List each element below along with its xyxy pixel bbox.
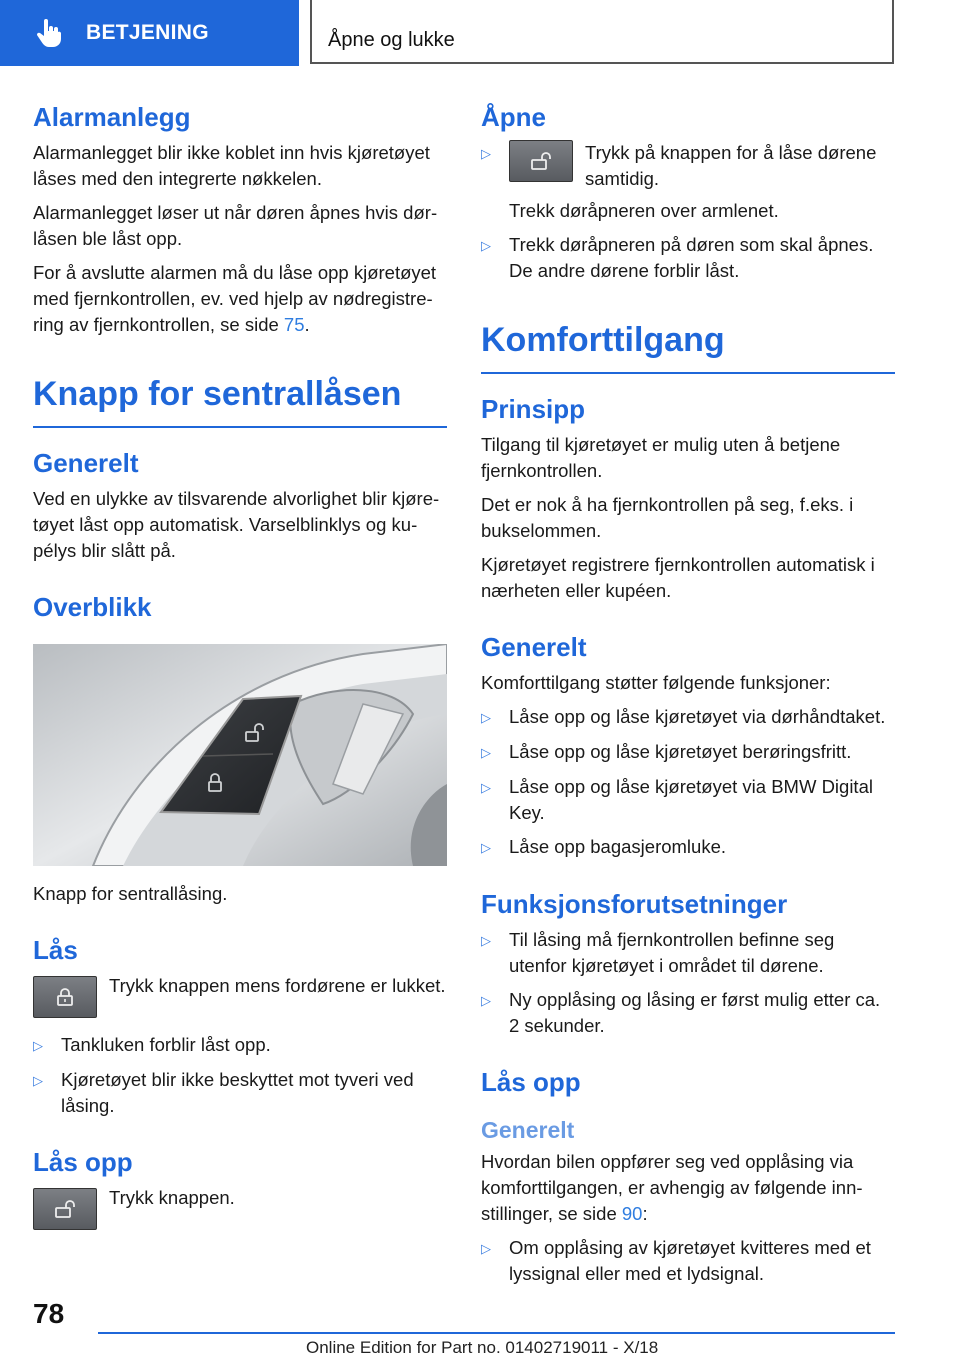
bullet-triangle-icon: ▷	[481, 710, 491, 725]
bullet-triangle-icon: ▷	[481, 933, 491, 948]
chapter-tab	[0, 0, 299, 66]
lock-button[interactable]	[33, 976, 97, 1018]
paragraph: Alarmanlegget løser ut når døren åpnes hvis dørlåsen ble låst opp.	[33, 202, 438, 249]
list-item: ▷ Tankluken forblir låst opp.	[33, 1032, 447, 1059]
list-item: ▷ Låse opp bagasjeromluke.	[481, 834, 895, 861]
photo-caption: Knapp for sentrallåsing.	[33, 883, 228, 904]
list-item	[481, 140, 895, 224]
heading-generelt: Generelt	[481, 632, 587, 662]
heading-las-opp: Lås opp	[33, 1147, 133, 1177]
unlock-button[interactable]	[509, 140, 573, 182]
open-instruction: Trykk på knappen for å låse dørene samtidig.	[585, 142, 877, 189]
bullet-triangle-icon: ▷	[481, 1241, 491, 1256]
list-item: ▷ Kjøretøyet blir ikke beskyttet mot tyveri ved låsing.	[33, 1067, 447, 1119]
central-lock-button-photo	[33, 644, 447, 866]
bullet-triangle-icon: ▷	[481, 840, 491, 855]
list-item: ▷ Låse opp og låse kjøretøyet berøringsfritt.	[481, 739, 895, 766]
heading-apne: Åpne	[481, 102, 546, 132]
chapter-title-knapp: Knapp for sentrallåsen	[33, 372, 447, 428]
paragraph: Tilgang til kjøretøyet er mulig uten å betjene fjernkontrollen.	[481, 434, 841, 481]
paragraph: Det er nok å ha fjernkontrollen på seg, f.eks. i bukselommen.	[481, 494, 854, 541]
list-item: ▷ Låse opp og låse kjøretøyet via BMW Digital Key.	[481, 774, 895, 826]
lock-instruction: Trykk knappen mens fordørene er lukket.	[109, 975, 446, 996]
bullet-triangle-icon: ▷	[481, 238, 491, 253]
subheading-generelt: Generelt	[481, 1117, 575, 1143]
left-column	[33, 100, 447, 1238]
list-item: ▷ Ny opplåsing og låsing er først mulig etter ca. 2 sekunder.	[481, 987, 895, 1039]
list-item: ▷ Låse opp og låse kjøretøyet via dørhåndtaket.	[481, 704, 895, 731]
chapter-label: BETJENING	[86, 21, 209, 44]
page-reference-link[interactable]: 75	[283, 314, 305, 335]
lock-open-icon	[530, 151, 552, 171]
bullet-triangle-icon: ▷	[481, 993, 491, 1008]
section-title-box	[310, 0, 894, 64]
heading-alarmanlegg: Alarmanlegg	[33, 102, 191, 132]
open-instruction-continued: Trekk døråpneren over armlenet.	[509, 200, 779, 221]
heading-las-opp: Lås opp	[481, 1067, 581, 1097]
section-title: Åpne og lukke	[328, 29, 455, 51]
paragraph: Hvordan bilen oppfører seg ved opplåsing via komforttilgangen, er avhengig av følgende innstillinger, se side 90:	[481, 1151, 863, 1224]
list-item: ▷ Om opplåsing av kjøretøyet kvitteres med et lyssignal eller med et lydsignal.	[481, 1235, 895, 1287]
unlock-button-row	[509, 140, 895, 192]
edition-text: Online Edition for Part no. 01402719011 - X/18	[306, 1338, 659, 1357]
footer-divider	[98, 1332, 895, 1334]
list-item: ▷ Trekk døråpneren på døren som skal åpnes. De andre dørene forblir låst.	[481, 232, 895, 284]
paragraph: Kjøretøyet registrere fjernkontrollen automatisk i nærheten eller kupéen.	[481, 554, 875, 601]
unlock-button-row	[33, 1185, 447, 1230]
heading-generelt: Generelt	[33, 448, 139, 478]
right-column	[481, 100, 895, 1295]
paragraph: Alarmanlegget blir ikke koblet inn hvis kjøretøyet låses med den integrerte nøkkelen.	[33, 142, 430, 189]
lock-button-row	[33, 973, 447, 1018]
bullet-triangle-icon: ▷	[481, 780, 491, 795]
bullet-triangle-icon: ▷	[33, 1038, 43, 1053]
bullet-triangle-icon: ▷	[33, 1073, 43, 1088]
heading-overblikk: Overblikk	[33, 592, 152, 622]
bullet-triangle-icon: ▷	[481, 745, 491, 760]
paragraph: For å avslutte alarmen må du låse opp kjøretøyet med fjernkontrollen, ev. ved hjelp av nødregistrering av fjernkontrollen, se side 75.	[33, 262, 437, 335]
page-number: 78	[33, 1298, 65, 1329]
unlock-instruction: Trykk knappen.	[109, 1187, 235, 1208]
lock-closed-icon	[55, 987, 75, 1007]
chapter-title-komforttilgang: Komforttilgang	[481, 318, 895, 374]
lock-open-icon	[54, 1199, 76, 1219]
hand-pointer-icon	[36, 19, 62, 47]
paragraph: Ved en ulykke av tilsvarende alvorlighet blir kjøretøyet låst opp automatisk. Varselblinklys og kupélys blir slått på.	[33, 488, 440, 561]
heading-prinsipp: Prinsipp	[481, 394, 586, 424]
heading-funksjonsforutsetninger: Funksjonsforutsetninger	[481, 889, 788, 919]
heading-las: Lås	[33, 935, 78, 965]
bullet-triangle-icon: ▷	[481, 146, 491, 161]
unlock-button[interactable]	[33, 1188, 97, 1230]
list-item: ▷ Til låsing må fjernkontrollen befinne seg utenfor kjøretøyet i området til dørene.	[481, 927, 895, 979]
paragraph: Komforttilgang støtter følgende funksjoner:	[481, 672, 831, 693]
page-reference-link[interactable]: 90	[621, 1203, 643, 1224]
